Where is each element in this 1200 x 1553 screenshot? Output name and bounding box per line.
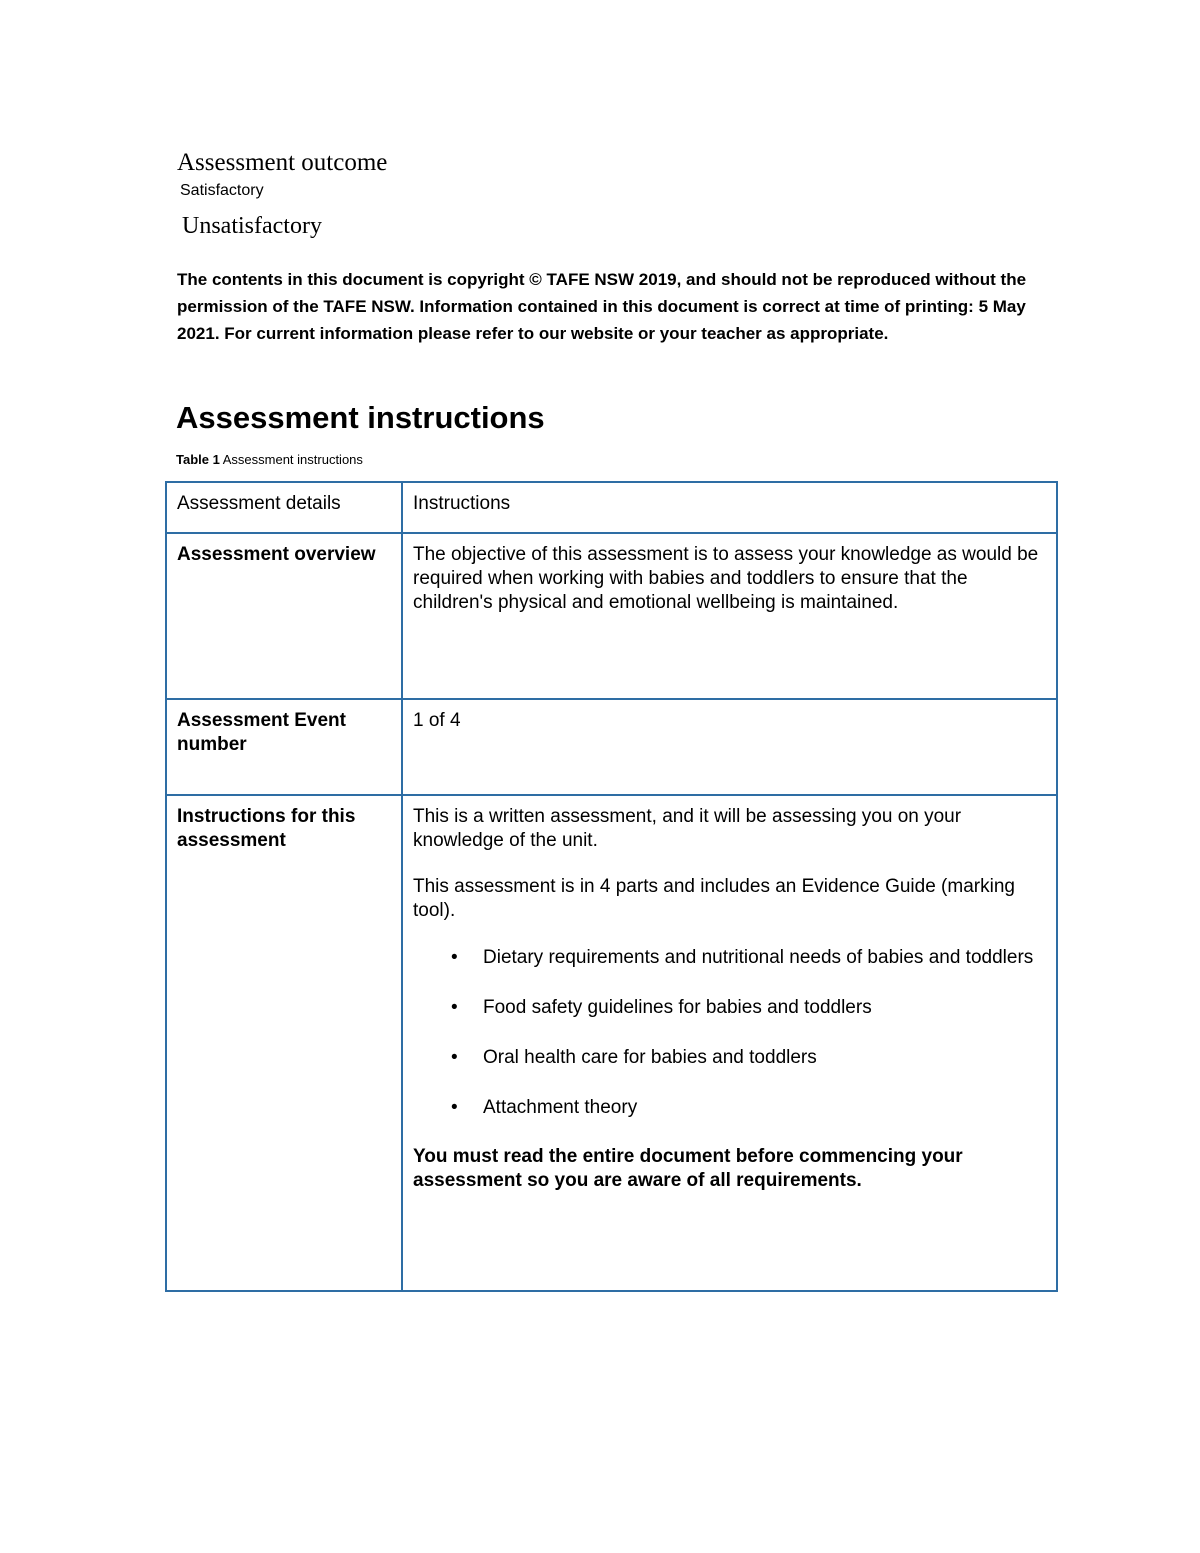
event-number-label: Assessment Event number (166, 699, 402, 795)
assessment-outcome-heading: Assessment outcome (177, 149, 388, 176)
table-caption-text: Assessment instructions (219, 452, 363, 467)
section-title: Assessment instructions (176, 400, 545, 435)
table-row-instructions (166, 795, 1057, 1291)
table-row-overview (166, 533, 1057, 699)
copyright-notice: The contents in this document is copyright © TAFE NSW 2019, and should not be reproduced without the permission of the TAFE NSW. Information contained in this document is correct at time of printing: 5 May 2021. For current information please refer to our website or your teacher as appropriate. (177, 270, 1027, 343)
header-cell-details: Assessment details (166, 482, 402, 533)
list-item (413, 945, 1046, 971)
instructions-paragraph-2: This assessment is in 4 parts and includes an Evidence Guide (marking tool). (413, 876, 1015, 921)
list-item-text: Dietary requirements and nutritional needs of babies and toddlers (483, 947, 1034, 968)
bullet-icon: • (451, 947, 458, 968)
list-item (413, 1045, 1046, 1071)
bullet-icon: • (451, 997, 458, 1018)
bullet-icon: • (451, 1047, 458, 1068)
list-item-text: Oral health care for babies and toddlers (483, 1047, 817, 1068)
assessment-parts-list (413, 945, 1046, 1121)
overview-label: Assessment overview (166, 533, 402, 699)
instructions-label: Instructions for this assessment (166, 795, 402, 1291)
outcome-option-unsatisfactory: Unsatisfactory (182, 213, 322, 239)
bullet-icon: • (451, 1097, 458, 1118)
list-item-text: Food safety guidelines for babies and toddlers (483, 997, 872, 1018)
header-cell-instructions: Instructions (402, 482, 1057, 533)
instructions-paragraph-1: This is a written assessment, and it will be assessing you on your knowledge of the unit. (413, 806, 962, 851)
instructions-warning: You must read the entire document before commencing your assessment so you are aware of all requirements. (413, 1146, 963, 1191)
list-item (413, 1095, 1046, 1121)
instructions-content (402, 795, 1057, 1291)
list-item (413, 995, 1046, 1021)
table-header-row (166, 482, 1057, 533)
list-item-text: Attachment theory (483, 1097, 638, 1118)
assessment-instructions-table (165, 481, 1058, 1292)
overview-text: The objective of this assessment is to assess your knowledge as would be required when working with babies and toddlers to ensure that the children's physical and emotional wellbeing is maintained. (402, 533, 1057, 699)
event-number-value: 1 of 4 (402, 699, 1057, 795)
outcome-option-satisfactory: Satisfactory (180, 182, 264, 199)
table-caption-number: Table 1 (176, 452, 220, 467)
table-row-event-number (166, 699, 1057, 795)
table-caption (176, 451, 363, 469)
